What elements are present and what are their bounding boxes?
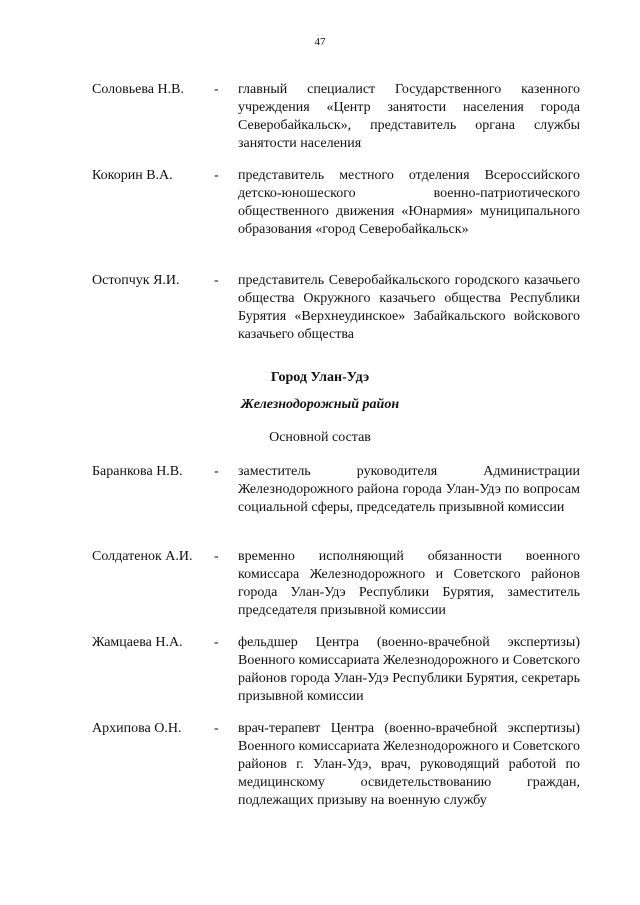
- member-name: Баранкова Н.В.: [92, 464, 183, 479]
- page-number: 47: [314, 36, 326, 48]
- member-description: фельдшер Центра (военно-врачебной экспертизы) Военного комиссариата Железнодорожного и Советского районов города Улан-Удэ Республики Бурятия, секретарь призывной комиссии: [238, 635, 580, 704]
- separator-dash: -: [214, 635, 219, 650]
- member-name: Остопчук Я.И.: [92, 273, 180, 288]
- member-entry-zhamtsaeva: [92, 634, 580, 706]
- member-name: Архипова О.Н.: [92, 721, 182, 736]
- member-entry-barankova: [92, 463, 580, 517]
- member-description: заместитель руководителя Администрации Железнодорожного района города Улан-Удэ по вопросам социальной сферы, председатель призывной комиссии: [238, 464, 580, 515]
- member-description: временно исполняющий обязанности военного комиссара Железнодорожного и Советского районов города Улан-Удэ Республики Бурятия, заместитель председателя призывной комиссии: [238, 549, 580, 618]
- district-heading: Железнодорожный район: [240, 397, 400, 412]
- member-description: представитель Северобайкальского городского казачьего общества Окружного казачьего общества Республики Бурятия «Верхнеудинское» Забайкальского войскового казачьего общества: [238, 273, 580, 342]
- composition-heading: Основной состав: [269, 430, 371, 445]
- member-name: Жамцаева Н.А.: [92, 635, 183, 650]
- separator-dash: -: [214, 721, 219, 736]
- member-name: Кокорин В.А.: [92, 168, 173, 183]
- member-entry-kokorin: [92, 167, 580, 239]
- member-entry-arkhipova: [92, 720, 580, 810]
- member-name: Солдатенок А.И.: [92, 549, 193, 564]
- city-heading: Город Улан-Удэ: [270, 370, 370, 385]
- separator-dash: -: [214, 549, 219, 564]
- member-entry-ostopchuk: [92, 272, 580, 344]
- separator-dash: -: [214, 82, 219, 97]
- member-entry-soloveva: [92, 81, 580, 153]
- separator-dash: -: [214, 168, 219, 183]
- separator-dash: -: [214, 464, 219, 479]
- member-description: представитель местного отделения Всероссийского детско-юношеского военно-патриотического общественного движения «Юнармия» муниципального образования «город Северобайкальск»: [238, 168, 580, 237]
- member-name: Соловьева Н.В.: [92, 82, 184, 97]
- member-entry-soldatenok: [92, 548, 580, 620]
- member-description: главный специалист Государственного казенного учреждения «Центр занятости населения города Северобайкальск», представитель органа службы занятости населения: [238, 82, 580, 151]
- member-description: врач-терапевт Центра (военно-врачебной экспертизы) Военного комиссариата Железнодорожного и Советского районов г. Улан-Удэ, врач, руководящий работой по медицинскому освидетельствованию граждан, подлежащих призыву на военную службу: [238, 721, 580, 808]
- separator-dash: -: [214, 273, 219, 288]
